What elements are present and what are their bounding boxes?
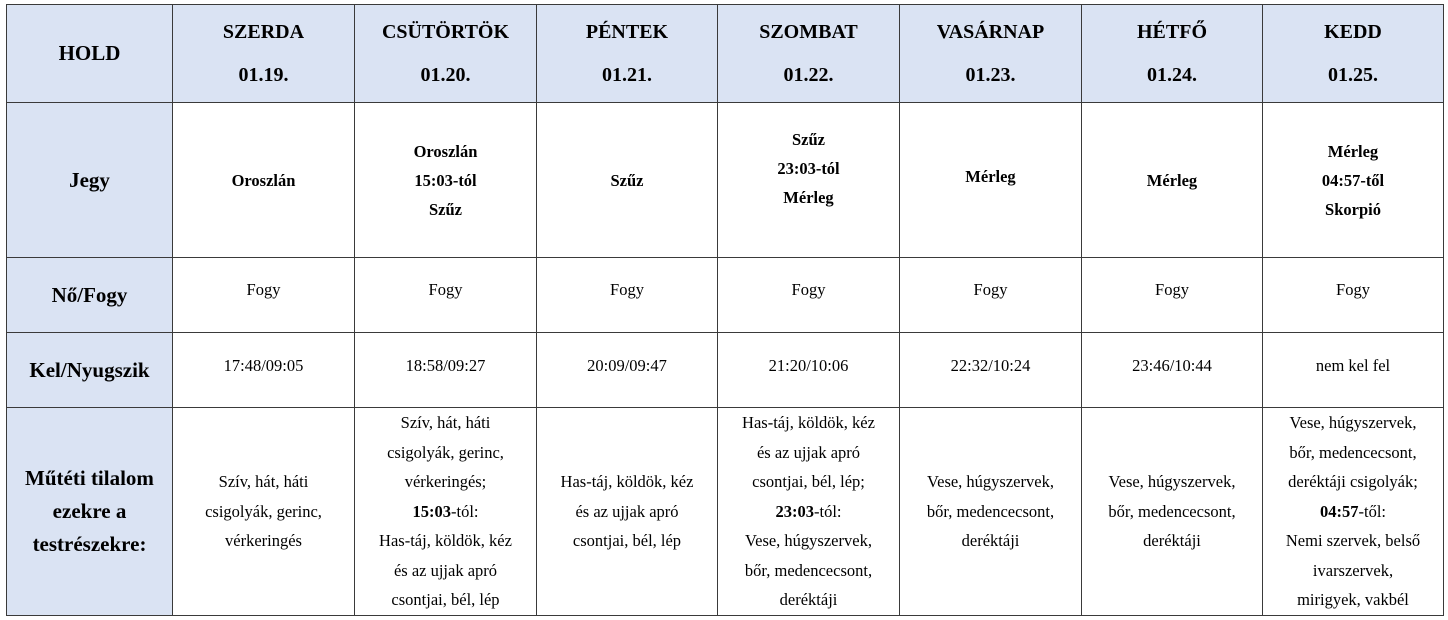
day-name: HÉTFŐ [1136, 20, 1207, 43]
sign-text: Mérleg [1327, 141, 1379, 161]
body-part-line: csigolyák, gerinc, [205, 501, 322, 521]
day-header-thursday [355, 5, 537, 103]
time-suffix: -tól: [451, 501, 479, 521]
sign-change-time: 15:03-tól [414, 170, 477, 190]
body-part-line: bőr, medencecsont, [1289, 442, 1417, 462]
day-name: PÉNTEK [585, 20, 669, 43]
surgery-cell [173, 408, 355, 616]
change-time: 04:57 [1320, 501, 1359, 521]
rise-set-row [7, 333, 1444, 408]
body-part-line: deréktáji [1143, 531, 1201, 551]
body-part-line: Szív, hát, háti [218, 472, 309, 492]
day-date: 01.19. [238, 63, 289, 86]
sign-change-time: 23:03-tól [777, 159, 840, 178]
body-part-line: bőr, medencecsont, [1108, 501, 1236, 521]
body-part-line: mirigyek, vakbél [1297, 590, 1409, 610]
body-part-line: és az ujjak apró [575, 501, 679, 521]
sign-text: Skorpió [1325, 199, 1381, 219]
sign-cell [1263, 103, 1444, 258]
surgery-cell [900, 408, 1082, 616]
body-part-line: Nemi szervek, belső [1285, 531, 1421, 551]
sign-cell [537, 103, 718, 258]
phase-cell: Fogy [355, 258, 537, 333]
body-part-line: Vese, húgyszervek, [927, 472, 1054, 492]
day-name: SZERDA [222, 20, 305, 43]
header-row [7, 5, 1444, 103]
day-date: 01.22. [783, 63, 834, 86]
day-date: 01.21. [602, 63, 652, 86]
surgery-cell [1263, 408, 1444, 616]
body-part-line: bőr, medencecsont, [926, 501, 1055, 521]
body-part-line: Vese, húgyszervek, [1289, 413, 1417, 433]
sign-change-time: 04:57-től [1321, 170, 1385, 190]
phase-cell: Fogy [900, 258, 1082, 333]
row-label-sign: Jegy [7, 103, 173, 258]
body-part-line: csigolyák, gerinc, [387, 442, 504, 462]
phase-cell: Fogy [1082, 258, 1263, 333]
surgery-row [7, 408, 1444, 616]
day-name: SZOMBAT [759, 20, 858, 43]
body-part-line: Has-táj, köldök, kéz [742, 413, 875, 433]
sign-cell [900, 103, 1082, 258]
row-label-rise-set: Kel/Nyugszik [7, 333, 173, 408]
day-header-friday [537, 5, 718, 103]
body-part-line: csontjai, bél, lép; [752, 472, 865, 492]
body-part-line: és az ujjak apró [756, 442, 861, 462]
sign-text: Mérleg [965, 166, 1016, 186]
day-header-saturday [718, 5, 900, 103]
body-part-line: ivarszervek, [1312, 560, 1394, 580]
body-part-line: deréktáji [961, 531, 1020, 551]
sign-cell [1082, 103, 1263, 258]
phase-cell: Fogy [1263, 258, 1444, 333]
day-name: VASÁRNAP [936, 20, 1045, 43]
sign-cell [718, 103, 900, 258]
row-label-phase: Nő/Fogy [7, 258, 173, 333]
body-part-line: csontjai, bél, lép [391, 590, 500, 610]
body-part-line: vérkeringés [225, 531, 302, 551]
body-part-line: Has-táj, köldök, kéz [379, 531, 512, 551]
day-header-sunday [900, 5, 1082, 103]
day-header-tuesday [1263, 5, 1444, 103]
sign-text: Szűz [610, 170, 644, 190]
rise-set-cell: 21:20/10:06 [718, 333, 900, 408]
phase-row [7, 258, 1444, 333]
body-part-line: Vese, húgyszervek, [745, 531, 872, 551]
rise-set-cell: 23:46/10:44 [1082, 333, 1263, 408]
body-part-line: vérkeringés; [404, 472, 487, 492]
surgery-cell [1082, 408, 1263, 616]
surgery-cell [537, 408, 718, 616]
label-line: ezekre a [52, 499, 127, 523]
sign-row [7, 103, 1444, 258]
day-date: 01.25. [1328, 63, 1378, 86]
sign-text: Mérleg [783, 188, 834, 207]
phase-cell: Fogy [173, 258, 355, 333]
day-date: 01.23. [965, 63, 1016, 86]
change-time: 15:03 [412, 501, 451, 521]
time-line [357, 497, 534, 527]
body-part-line: Vese, húgyszervek, [1108, 472, 1236, 492]
sign-text: Szűz [429, 199, 462, 219]
rise-set-cell: 20:09/09:47 [537, 333, 718, 408]
body-part-line: csontjai, bél, lép [572, 531, 682, 551]
phase-cell: Fogy [718, 258, 900, 333]
phase-cell: Fogy [537, 258, 718, 333]
row-label-surgery [7, 408, 173, 616]
day-header-wednesday [173, 5, 355, 103]
body-part-line: bőr, medencecsont, [744, 560, 873, 580]
label-line: Műtéti tilalom [25, 466, 154, 490]
body-part-line: deréktáji csigolyák; [1288, 472, 1418, 492]
time-suffix: -től: [1358, 501, 1386, 521]
day-header-monday [1082, 5, 1263, 103]
day-date: 01.20. [420, 63, 471, 86]
day-name: CSÜTÖRTÖK [381, 20, 510, 43]
sign-text: Szűz [792, 130, 825, 149]
change-time: 23:03 [775, 501, 814, 521]
time-line [720, 497, 897, 527]
body-part-line: és az ujjak apró [393, 560, 498, 580]
label-line: testrészekre: [32, 532, 147, 556]
body-part-line: Szív, hát, háti [400, 413, 491, 433]
surgery-cell [355, 408, 537, 616]
sign-cell [355, 103, 537, 258]
surgery-cell [718, 408, 900, 616]
moon-calendar-table [6, 4, 1444, 616]
rise-set-cell: 17:48/09:05 [173, 333, 355, 408]
day-date: 01.24. [1147, 63, 1197, 86]
rise-set-cell: 22:32/10:24 [900, 333, 1082, 408]
body-part-line: deréktáji [779, 590, 838, 610]
sign-text: Mérleg [1146, 170, 1198, 190]
body-part-line: Has-táj, köldök, kéz [560, 472, 694, 492]
sign-text: Oroszlán [231, 170, 296, 190]
rise-set-cell: nem kel fel [1263, 333, 1444, 408]
rise-set-cell: 18:58/09:27 [355, 333, 537, 408]
sign-text: Oroszlán [413, 141, 478, 161]
sign-cell [173, 103, 355, 258]
time-line [1265, 497, 1441, 527]
time-suffix: -tól: [814, 501, 842, 521]
corner-label: HOLD [7, 5, 173, 103]
day-name: KEDD [1324, 20, 1382, 43]
